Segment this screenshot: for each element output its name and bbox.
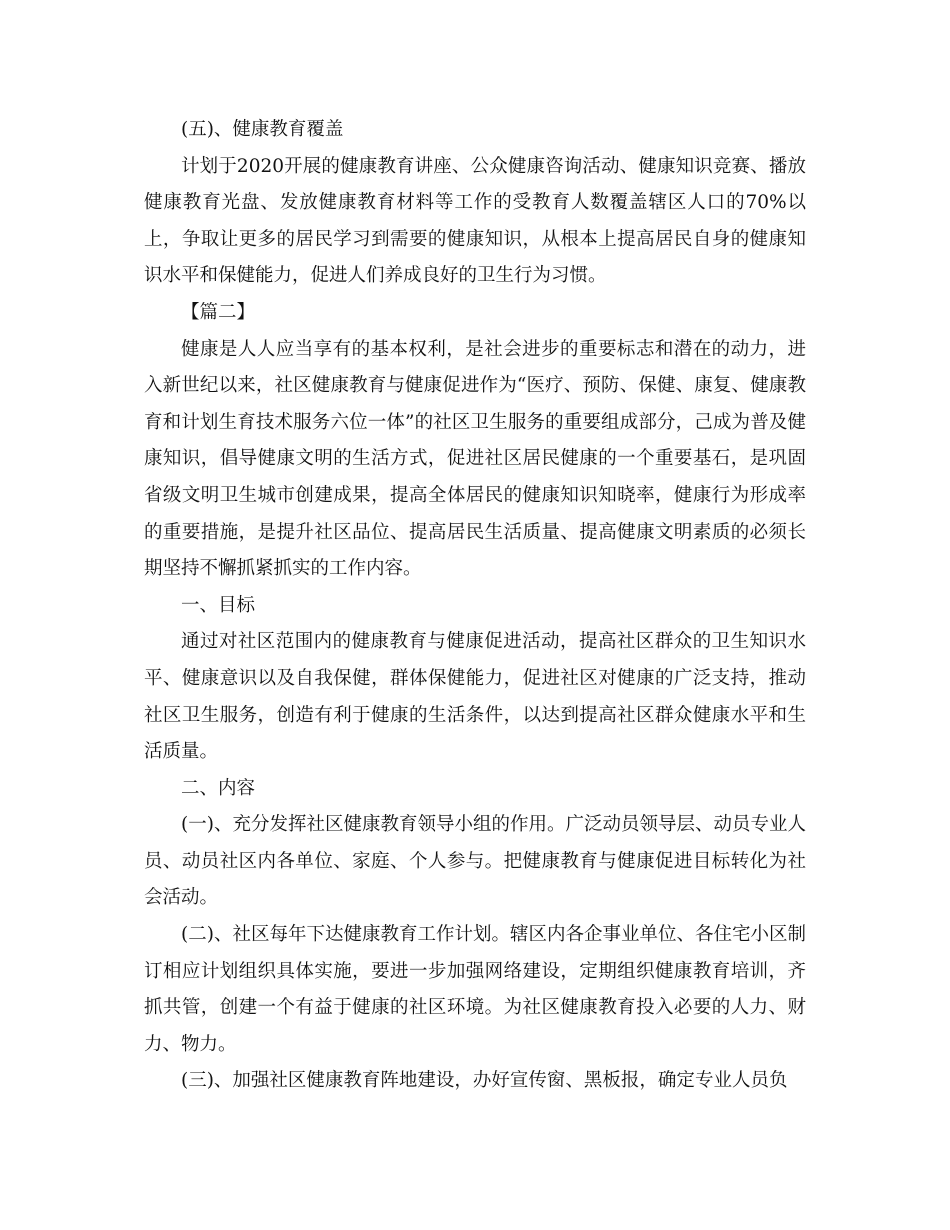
document-body: [144, 112, 806, 1100]
paragraph-content-item-2: (二)、社区每年下达健康教育工作计划。辖区内各企事业单位、各住宅小区制订相应计划组织具体实施，要进一步加强网络建设，定期组织健康教育培训，齐抓共管，创建一个有益于健康的社区环境。为社区健康教育投入必要的人力、财力、物力。: [144, 924, 806, 1055]
paragraph-content-item-1: (一)、充分发挥社区健康教育领导小组的作用。广泛动员领导层、动员专业人员、动员社区内各单位、家庭、个人参与。把健康教育与健康促进目标转化为社会活动。: [144, 814, 806, 909]
section-heading-goals: 一、目标: [181, 594, 256, 616]
paragraph-content-item-3: (三)、加强社区健康教育阵地建设，办好宣传窗、黑板报，确定专业人员负: [181, 1070, 788, 1092]
paragraph-coverage-plan: 计划于2020开展的健康教育讲座、公众健康咨询活动、健康知识竞赛、播放健康教育光盘、发放健康教育材料等工作的受教育人数覆盖辖区人口的70%以上，争取让更多的居民学习到需要的健康知识，从根本上提高居民自身的健康知识水平和保健能力，促进人们养成良好的卫生行为习惯。: [144, 155, 806, 287]
paragraph-introduction: 健康是人人应当享有的基本权利，是社会进步的重要标志和潜在的动力，进入新世纪以来，社区健康教育与健康促进作为“医疗、预防、保健、康复、健康教育和计划生育技术服务六位一体”的社区卫生服务的重要组成部分，己成为普及健康知识，倡导健康文明的生活方式，促进社区居民健康的一个重要基石，是巩固省级文明卫生城市创建成果，提高全体居民的健康知识知晓率，健康行为形成率的重要措施，是提升社区品位、提高居民生活质量、提高健康文明素质的必须长期坚持不懈抓紧抓实的工作内容。: [144, 338, 806, 580]
part-two-heading: 【篇二】: [181, 301, 256, 323]
section-heading-health-education-coverage: (五)、健康教育覆盖: [181, 119, 344, 140]
paragraph-goals: 通过对社区范围内的健康教育与健康促进活动，提高社区群众的卫生知识水平、健康意识以及自我保健，群体保健能力，促进社区对健康的广泛支持，推动社区卫生服务，创造有利于健康的生活条件，以达到提高社区群众健康水平和生活质量。: [144, 631, 806, 763]
section-heading-content: 二、内容: [181, 777, 256, 799]
